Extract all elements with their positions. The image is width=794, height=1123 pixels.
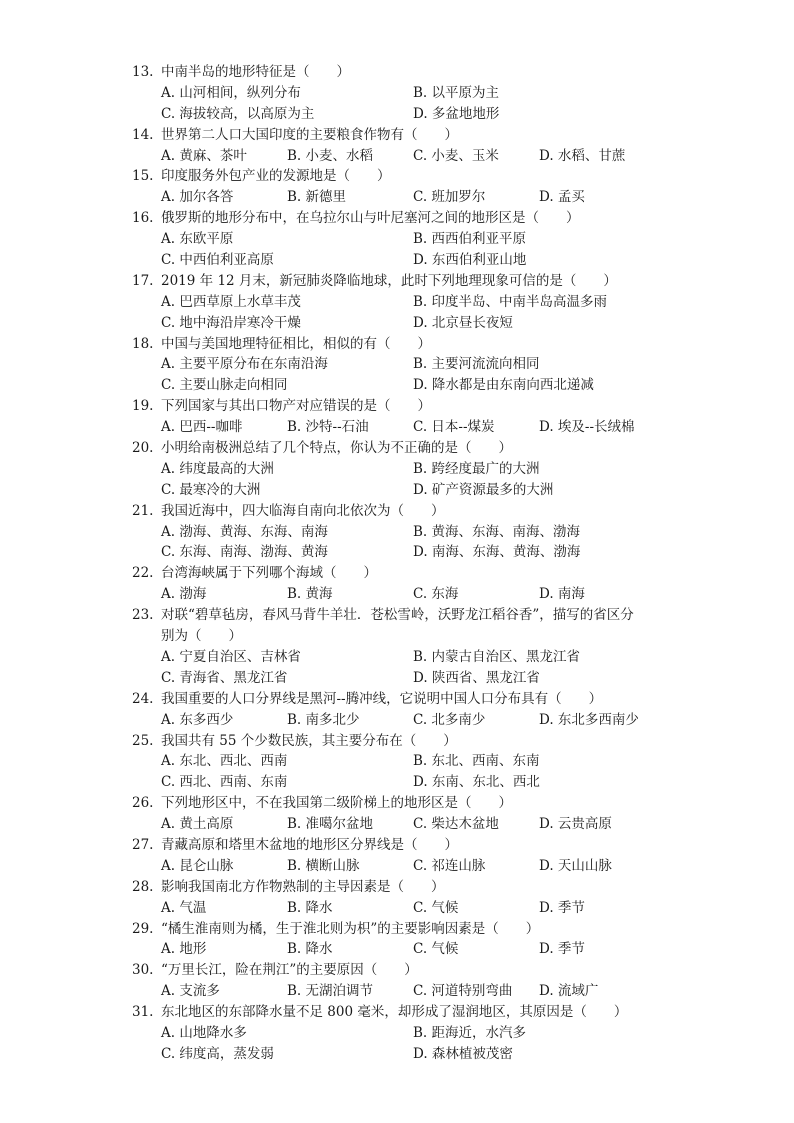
options-row [0,542,794,563]
question-stem: 我国重要的人口分界线是黑河--腾冲线，它说明中国人口分布具有（ ） [161,690,603,707]
option-choice: B. 距海近，水汽多 [413,1024,527,1041]
question-stem-line [0,396,794,417]
question-number: 21. [132,502,154,519]
option-choice: C. 东海、南海、渤海、黄海 [161,544,328,561]
option-choice: D. 森林植被茂密 [413,1045,513,1062]
option-choice: B. 东北、西南、东南 [413,753,540,770]
option-choice: C. 北多南少 [413,711,486,728]
question-stem-line [0,563,794,584]
option-choice: A. 黄土高原 [161,816,234,833]
question-number: 31. [132,1004,154,1021]
options-row [0,417,794,438]
question-stem: 我国近海中，四大临海自南向北依次为（ ） [161,502,445,519]
option-choice: D. 东北多西南少 [539,711,639,728]
question-item [0,793,794,835]
option-choice: C. 柴达木盆地 [413,816,499,833]
options-row [0,772,794,793]
option-choice: A. 巴西草原上水草丰茂 [161,293,301,310]
option-choice: B. 主要河流流向相同 [413,356,540,373]
option-choice: C. 气候 [413,941,459,958]
option-choice: C. 祁连山脉 [413,857,486,874]
question-stem: 下列国家与其出口物产对应错误的是（ ） [161,398,431,415]
question-stem: 中国与美国地理特征相比，相似的有（ ） [161,335,431,352]
question-stem: 对联“碧草毡房，春风马背牛羊壮．苍松雪岭，沃野龙江稻谷香”，描写的省区分 [161,607,634,624]
question-stem-line [0,62,794,83]
option-choice: D. 东西伯利亚山地 [413,252,527,269]
options-row [0,751,794,772]
question-item [0,563,794,605]
option-choice: D. 天山山脉 [539,857,612,874]
options-row [0,939,794,960]
option-choice: D. 南海 [539,586,585,603]
option-choice: B. 新德里 [287,189,347,206]
option-choice: C. 青海省、黑龙江省 [161,669,288,686]
question-number: 29. [132,920,154,937]
question-item [0,438,794,501]
option-choice: A. 气温 [161,899,207,916]
option-choice: A. 巴西--咖啡 [161,419,243,436]
options-row [0,83,794,104]
question-item [0,605,794,689]
question-stem-line [0,835,794,856]
question-number: 20. [132,440,154,457]
option-choice: A. 加尔各答 [161,189,234,206]
option-choice: D. 南海、东海、黄海、渤海 [413,544,581,561]
option-choice: D. 多盆地地形 [413,105,500,122]
option-choice: A. 东欧平原 [161,231,234,248]
question-item [0,208,794,271]
options-row [0,375,794,396]
option-choice: D. 陕西省、黑龙江省 [413,669,540,686]
option-choice: D. 埃及--长绒棉 [539,419,635,436]
question-item [0,125,794,167]
option-choice: A. 山地降水多 [161,1024,247,1041]
question-item [0,1002,794,1065]
option-choice: A. 宁夏自治区、吉林省 [161,648,301,665]
question-stem: 中南半岛的地形特征是（ ） [161,64,350,80]
options-row [0,856,794,877]
option-choice: D. 季节 [539,941,585,958]
question-number: 25. [132,732,154,749]
option-choice: D. 降水都是由东南向西北递减 [413,377,594,394]
options-row [0,229,794,250]
question-stem-line [0,438,794,459]
option-choice: C. 地中海沿岸寒冷干燥 [161,314,301,331]
question-item [0,396,794,438]
question-stem: 东北地区的东部降水量不足 800 毫米，却形成了湿润地区，其原因是（ ） [161,1004,628,1021]
option-choice: B. 以平原为主 [413,84,500,101]
question-number: 22. [132,565,154,582]
question-stem: 青藏高原和塔里木盆地的地形区分界线是（ ） [161,836,458,853]
question-stem: 下列地形区中，不在我国第二级阶梯上的地形区是（ ） [161,795,512,812]
options-row [0,292,794,313]
option-choice: B. 无湖泊调节 [287,983,374,1000]
option-choice: C. 纬度高，蒸发弱 [161,1045,274,1062]
option-choice: D. 云贵高原 [539,816,612,833]
option-choice: C. 东海 [413,586,459,603]
options-row [0,814,794,835]
question-stem-line [0,689,794,710]
question-number: 15. [132,168,154,185]
option-choice: B. 南多北少 [287,711,360,728]
option-choice: A. 东多西少 [161,711,234,728]
options-row [0,187,794,208]
question-stem: “万里长江，险在荆江”的主要原因（ ） [161,962,418,979]
option-choice: B. 降水 [287,941,333,958]
options-row [0,898,794,919]
options-row [0,710,794,731]
options-row [0,981,794,1002]
question-item [0,835,794,877]
option-choice: A. 渤海 [161,586,207,603]
question-stem-line [0,166,794,187]
question-item [0,731,794,794]
option-choice: C. 小麦、玉米 [413,147,499,164]
options-row [0,146,794,167]
question-item [0,166,794,208]
options-row [0,647,794,668]
question-stem: 影响我国南北方作物熟制的主导因素是（ ） [161,878,445,895]
question-item [0,62,794,125]
question-stem-line [0,877,794,898]
question-stem-line [0,271,794,292]
question-stem: 小明给南极洲总结了几个特点，你认为不正确的是（ ） [161,440,512,457]
question-stem-line [0,793,794,814]
option-choice: C. 西北、西南、东南 [161,774,288,791]
option-choice: B. 黄海 [287,586,333,603]
question-stem-line [0,1002,794,1023]
question-number: 28. [132,878,154,895]
option-choice: B. 横断山脉 [287,857,360,874]
question-number: 26. [132,795,154,812]
option-choice: A. 支流多 [161,983,220,1000]
option-choice: C. 日本--煤炭 [413,419,495,436]
option-choice: C. 河道特别弯曲 [413,983,513,1000]
option-choice: B. 黄海、东海、南海、渤海 [413,523,581,540]
question-item [0,919,794,961]
option-choice: D. 北京昼长夜短 [413,314,513,331]
options-row [0,104,794,125]
question-stem: 2019 年 12 月末，新冠肺炎降临地球，此时下列地理现象可信的是（ ） [161,272,617,289]
option-choice: D. 流域广 [539,983,599,1000]
question-number: 18. [132,335,154,352]
question-item [0,689,794,731]
option-choice: C. 主要山脉走向相同 [161,377,288,394]
question-item [0,501,794,564]
option-choice: A. 东北、西北、西南 [161,753,288,770]
question-number: 27. [132,836,154,853]
question-stem-line [0,919,794,940]
options-row [0,250,794,271]
question-stem-line [0,501,794,522]
option-choice: C. 班加罗尔 [413,189,486,206]
options-row [0,480,794,501]
question-number: 13. [132,64,154,80]
question-number: 14. [132,126,154,143]
question-item [0,271,794,334]
option-choice: B. 准噶尔盆地 [287,816,374,833]
option-choice: A. 地形 [161,941,207,958]
question-stem: 别为（ ） [161,628,242,645]
question-number: 23. [132,607,154,624]
options-row [0,459,794,480]
option-choice: D. 水稻、甘蔗 [539,147,626,164]
option-choice: A. 渤海、黄海、东海、南海 [161,523,328,540]
question-stem: 我国共有 55 个少数民族，其主要分布在（ ） [161,732,457,749]
question-number: 30. [132,962,154,979]
question-stem-line [0,125,794,146]
question-stem: 台湾海峡属于下列哪个海域（ ） [161,565,377,582]
options-row [0,668,794,689]
option-choice: A. 山河相间，纵列分布 [161,84,301,101]
question-item [0,334,794,397]
option-choice: B. 印度半岛、中南半岛高温多雨 [413,293,608,310]
question-stem: 俄罗斯的地形分布中，在乌拉尔山与叶尼塞河之间的地形区是（ ） [161,210,580,227]
question-item [0,960,794,1002]
option-choice: C. 海拔较高，以高原为主 [161,105,315,122]
question-number: 17. [132,272,154,289]
question-number: 19. [132,398,154,415]
option-choice: B. 西西伯利亚平原 [413,231,527,248]
question-stem: “橘生淮南则为橘，生于淮北则为枳”的主要影响因素是（ ） [161,920,540,937]
option-choice: B. 沙特--石油 [287,419,369,436]
options-row [0,584,794,605]
option-choice: C. 中西伯利亚高原 [161,252,274,269]
option-choice: A. 主要平原分布在东南沿海 [161,356,328,373]
option-choice: A. 黄麻、茶叶 [161,147,247,164]
question-stem: 印度服务外包产业的发源地是（ ） [161,168,391,185]
question-stem-line [0,334,794,355]
options-row [0,1044,794,1065]
question-stem: 世界第二人口大国印度的主要粮食作物有（ ） [161,126,458,143]
option-choice: D. 孟买 [539,189,585,206]
options-row [0,313,794,334]
question-stem-line [0,731,794,752]
question-item [0,877,794,919]
option-choice: D. 季节 [539,899,585,916]
question-stem-line [0,626,794,647]
option-choice: C. 最寒冷的大洲 [161,481,261,498]
option-choice: B. 小麦、水稻 [287,147,374,164]
option-choice: B. 内蒙古自治区、黑龙江省 [413,648,581,665]
option-choice: B. 跨经度最广的大洲 [413,460,540,477]
options-row [0,1023,794,1044]
option-choice: D. 矿产资源最多的大洲 [413,481,554,498]
exam-page [0,62,794,1065]
question-stem-line [0,605,794,626]
question-stem-line [0,960,794,981]
question-number: 24. [132,690,154,707]
option-choice: A. 纬度最高的大洲 [161,460,274,477]
options-row [0,522,794,543]
option-choice: A. 昆仑山脉 [161,857,234,874]
question-stem-line [0,208,794,229]
options-row [0,354,794,375]
option-choice: B. 降水 [287,899,333,916]
option-choice: C. 气候 [413,899,459,916]
option-choice: D. 东南、东北、西北 [413,774,540,791]
question-number: 16. [132,210,154,227]
